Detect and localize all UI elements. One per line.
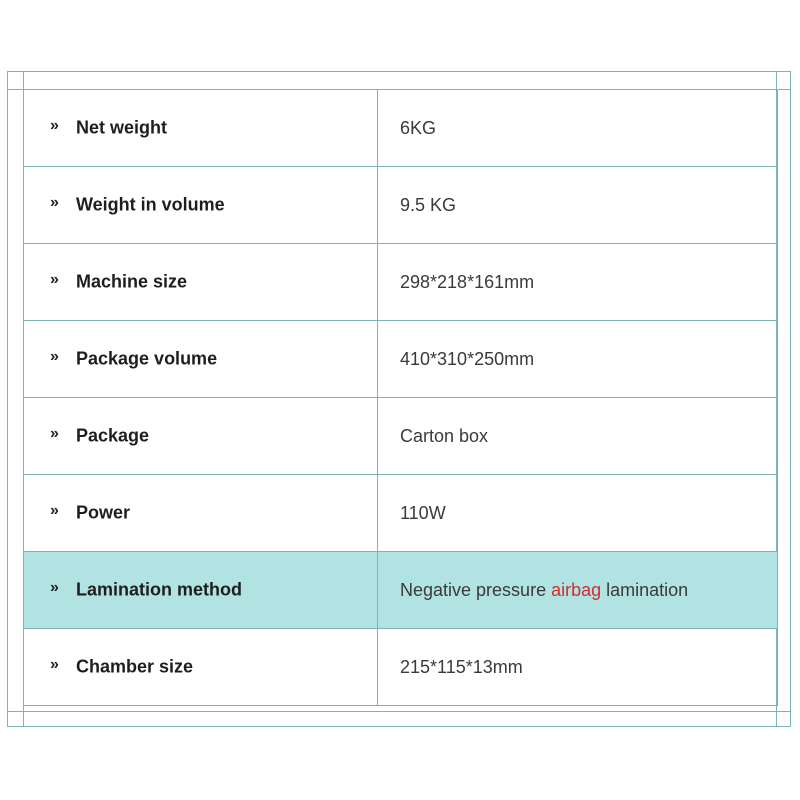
spec-label-cell — [24, 321, 378, 398]
frame-line-bottom-inner — [7, 711, 791, 712]
spec-label-cell — [24, 398, 378, 475]
spec-label: Machine size — [76, 271, 188, 292]
spec-label-cell — [24, 244, 378, 321]
spec-label-cell — [24, 629, 378, 706]
spec-value: 298*218*161mm — [378, 244, 778, 321]
spec-value-text: Negative pressure — [400, 579, 552, 600]
spec-label-cell — [24, 167, 378, 244]
spec-row-power — [24, 475, 778, 552]
spec-label-cell — [24, 90, 378, 167]
spec-value-text: lamination — [601, 579, 689, 600]
spec-row-lamination-method — [24, 552, 778, 629]
spec-row-weight-in-volume — [24, 167, 778, 244]
spec-label-cell — [24, 475, 378, 552]
spec-value: Carton box — [378, 398, 778, 475]
double-chevron-right-icon: » — [50, 579, 59, 597]
double-chevron-right-icon: » — [50, 348, 59, 366]
spec-label: Power — [76, 502, 131, 523]
double-chevron-right-icon: » — [50, 502, 59, 520]
spec-label: Chamber size — [76, 656, 194, 677]
spec-value: 9.5 KG — [378, 167, 778, 244]
double-chevron-right-icon: » — [50, 117, 59, 135]
spec-label: Net weight — [76, 117, 168, 138]
spec-row-machine-size — [24, 244, 778, 321]
spec-row-package-volume — [24, 321, 778, 398]
spec-row-net-weight — [24, 90, 778, 167]
spec-row-chamber-size — [24, 629, 778, 706]
specifications-table — [23, 89, 778, 706]
spec-value: 215*115*13mm — [378, 629, 778, 706]
double-chevron-right-icon: » — [50, 656, 59, 674]
spec-label: Package — [76, 425, 150, 446]
spec-label: Lamination method — [76, 579, 242, 600]
spec-label: Weight in volume — [76, 194, 225, 215]
spec-value — [378, 552, 778, 629]
spec-label-cell — [24, 552, 378, 629]
spec-row-package — [24, 398, 778, 475]
spec-value-accent: airbag — [551, 579, 602, 600]
double-chevron-right-icon: » — [50, 271, 59, 289]
double-chevron-right-icon: » — [50, 425, 59, 443]
spec-label: Package volume — [76, 348, 218, 369]
spec-value: 410*310*250mm — [378, 321, 778, 398]
double-chevron-right-icon: » — [50, 194, 59, 212]
spec-value: 6KG — [378, 90, 778, 167]
spec-value: 110W — [378, 475, 778, 552]
